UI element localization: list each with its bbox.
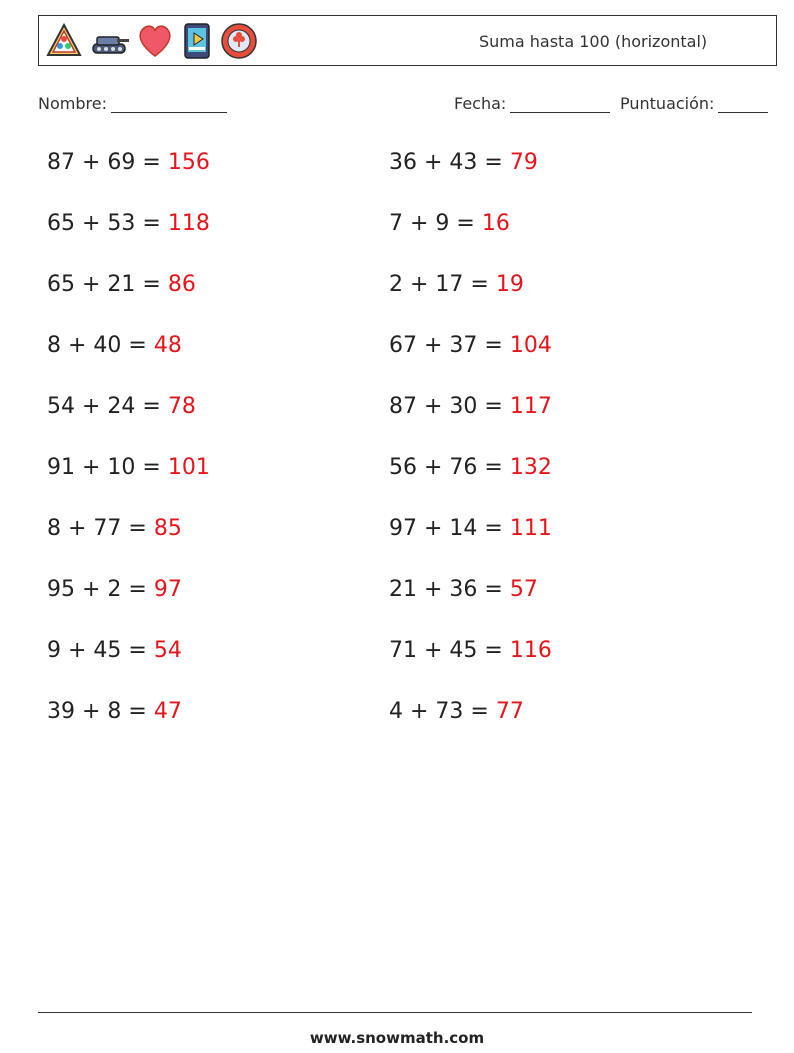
problem-question: 87 + 30 =	[389, 394, 510, 419]
problem-question: 9 + 45 =	[47, 638, 154, 663]
problem-row	[389, 211, 510, 236]
problem-row	[389, 272, 524, 297]
problem-answer: 77	[495, 699, 524, 724]
problem-question: 95 + 2 =	[47, 577, 154, 602]
header-box	[38, 15, 777, 66]
problem-question: 8 + 40 =	[47, 333, 154, 358]
problem-row	[47, 211, 210, 236]
problem-question: 21 + 36 =	[389, 577, 510, 602]
problem-row	[389, 516, 552, 541]
name-blank[interactable]	[111, 96, 227, 113]
problem-row	[389, 638, 552, 663]
problem-answer: 48	[153, 333, 182, 358]
problem-row	[47, 272, 196, 297]
problem-row	[389, 455, 552, 480]
problem-answer: 54	[153, 638, 182, 663]
problem-answer: 116	[509, 638, 552, 663]
problem-answer: 16	[481, 211, 510, 236]
problem-row	[389, 394, 552, 419]
problem-answer: 47	[153, 699, 182, 724]
problem-question: 8 + 77 =	[47, 516, 154, 541]
problem-row	[47, 333, 182, 358]
problem-question: 65 + 53 =	[47, 211, 168, 236]
problem-question: 4 + 73 =	[389, 699, 496, 724]
problem-answer: 156	[167, 150, 210, 175]
score-label: Puntuación:	[620, 94, 715, 113]
problem-answer: 85	[153, 516, 182, 541]
problem-row	[47, 455, 210, 480]
footer-divider	[38, 1012, 752, 1013]
problem-question: 71 + 45 =	[389, 638, 510, 663]
date-field	[454, 94, 610, 113]
poker-chip-icon	[219, 22, 259, 60]
problem-answer: 19	[495, 272, 524, 297]
problem-row	[389, 699, 524, 724]
problem-answer: 86	[167, 272, 196, 297]
problem-answer: 97	[153, 577, 182, 602]
problem-answer: 118	[167, 211, 210, 236]
problem-answer: 78	[167, 394, 196, 419]
problem-question: 36 + 43 =	[389, 150, 510, 175]
problem-row	[389, 577, 538, 602]
problem-question: 39 + 8 =	[47, 699, 154, 724]
problem-question: 67 + 37 =	[389, 333, 510, 358]
problem-answer: 79	[509, 150, 538, 175]
problem-row	[47, 516, 182, 541]
problem-question: 87 + 69 =	[47, 150, 168, 175]
heart-icon	[135, 22, 175, 60]
page-title: Suma hasta 100 (horizontal)	[479, 32, 708, 51]
problem-answer: 104	[509, 333, 552, 358]
tank-icon	[87, 22, 131, 60]
name-field	[38, 94, 227, 113]
problem-row	[47, 638, 182, 663]
date-label: Fecha:	[454, 94, 507, 113]
score-field	[620, 94, 768, 113]
problem-answer: 132	[509, 455, 552, 480]
tablet-play-icon	[179, 22, 215, 60]
problem-answer: 111	[509, 516, 552, 541]
name-label: Nombre:	[38, 94, 107, 113]
problem-row	[47, 150, 210, 175]
problem-question: 56 + 76 =	[389, 455, 510, 480]
problem-question: 54 + 24 =	[47, 394, 168, 419]
problem-row	[47, 699, 182, 724]
problem-answer: 117	[509, 394, 552, 419]
footer-url[interactable]: www.snowmath.com	[309, 1029, 485, 1047]
problem-question: 91 + 10 =	[47, 455, 168, 480]
problem-answer: 57	[509, 577, 538, 602]
problem-question: 2 + 17 =	[389, 272, 496, 297]
problem-row	[389, 333, 552, 358]
score-blank[interactable]	[718, 96, 768, 113]
header-icons	[45, 22, 259, 60]
problem-row	[47, 577, 182, 602]
billiard-rack-icon	[45, 22, 83, 60]
problem-question: 97 + 14 =	[389, 516, 510, 541]
date-blank[interactable]	[510, 96, 610, 113]
problem-answer: 101	[167, 455, 210, 480]
problem-question: 65 + 21 =	[47, 272, 168, 297]
problem-row	[47, 394, 196, 419]
problem-question: 7 + 9 =	[389, 211, 482, 236]
problem-row	[389, 150, 538, 175]
